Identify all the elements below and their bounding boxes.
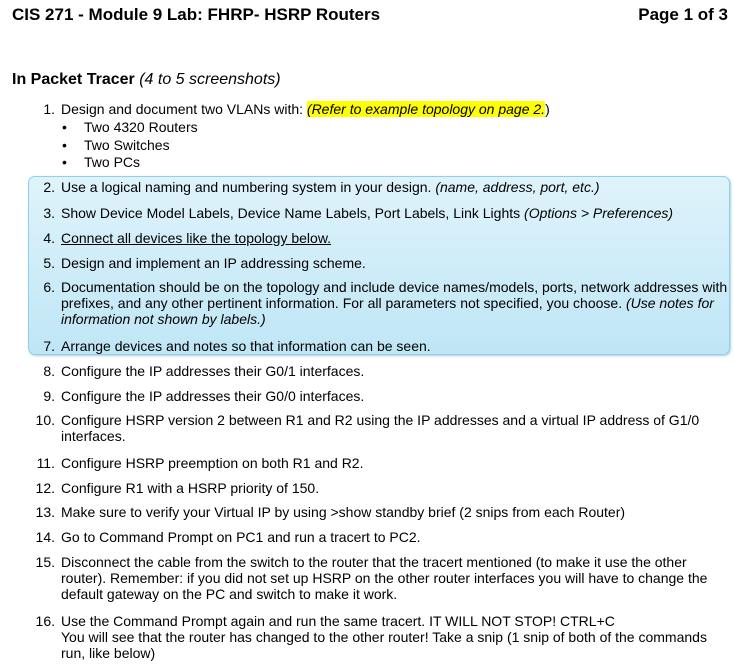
document-title: CIS 271 - Module 9 Lab: FHRP- HSRP Routers [12,5,381,24]
page-number: Page 1 of 3 [638,5,728,24]
section-heading: In Packet Tracer (4 to 5 screenshots) [12,71,281,88]
